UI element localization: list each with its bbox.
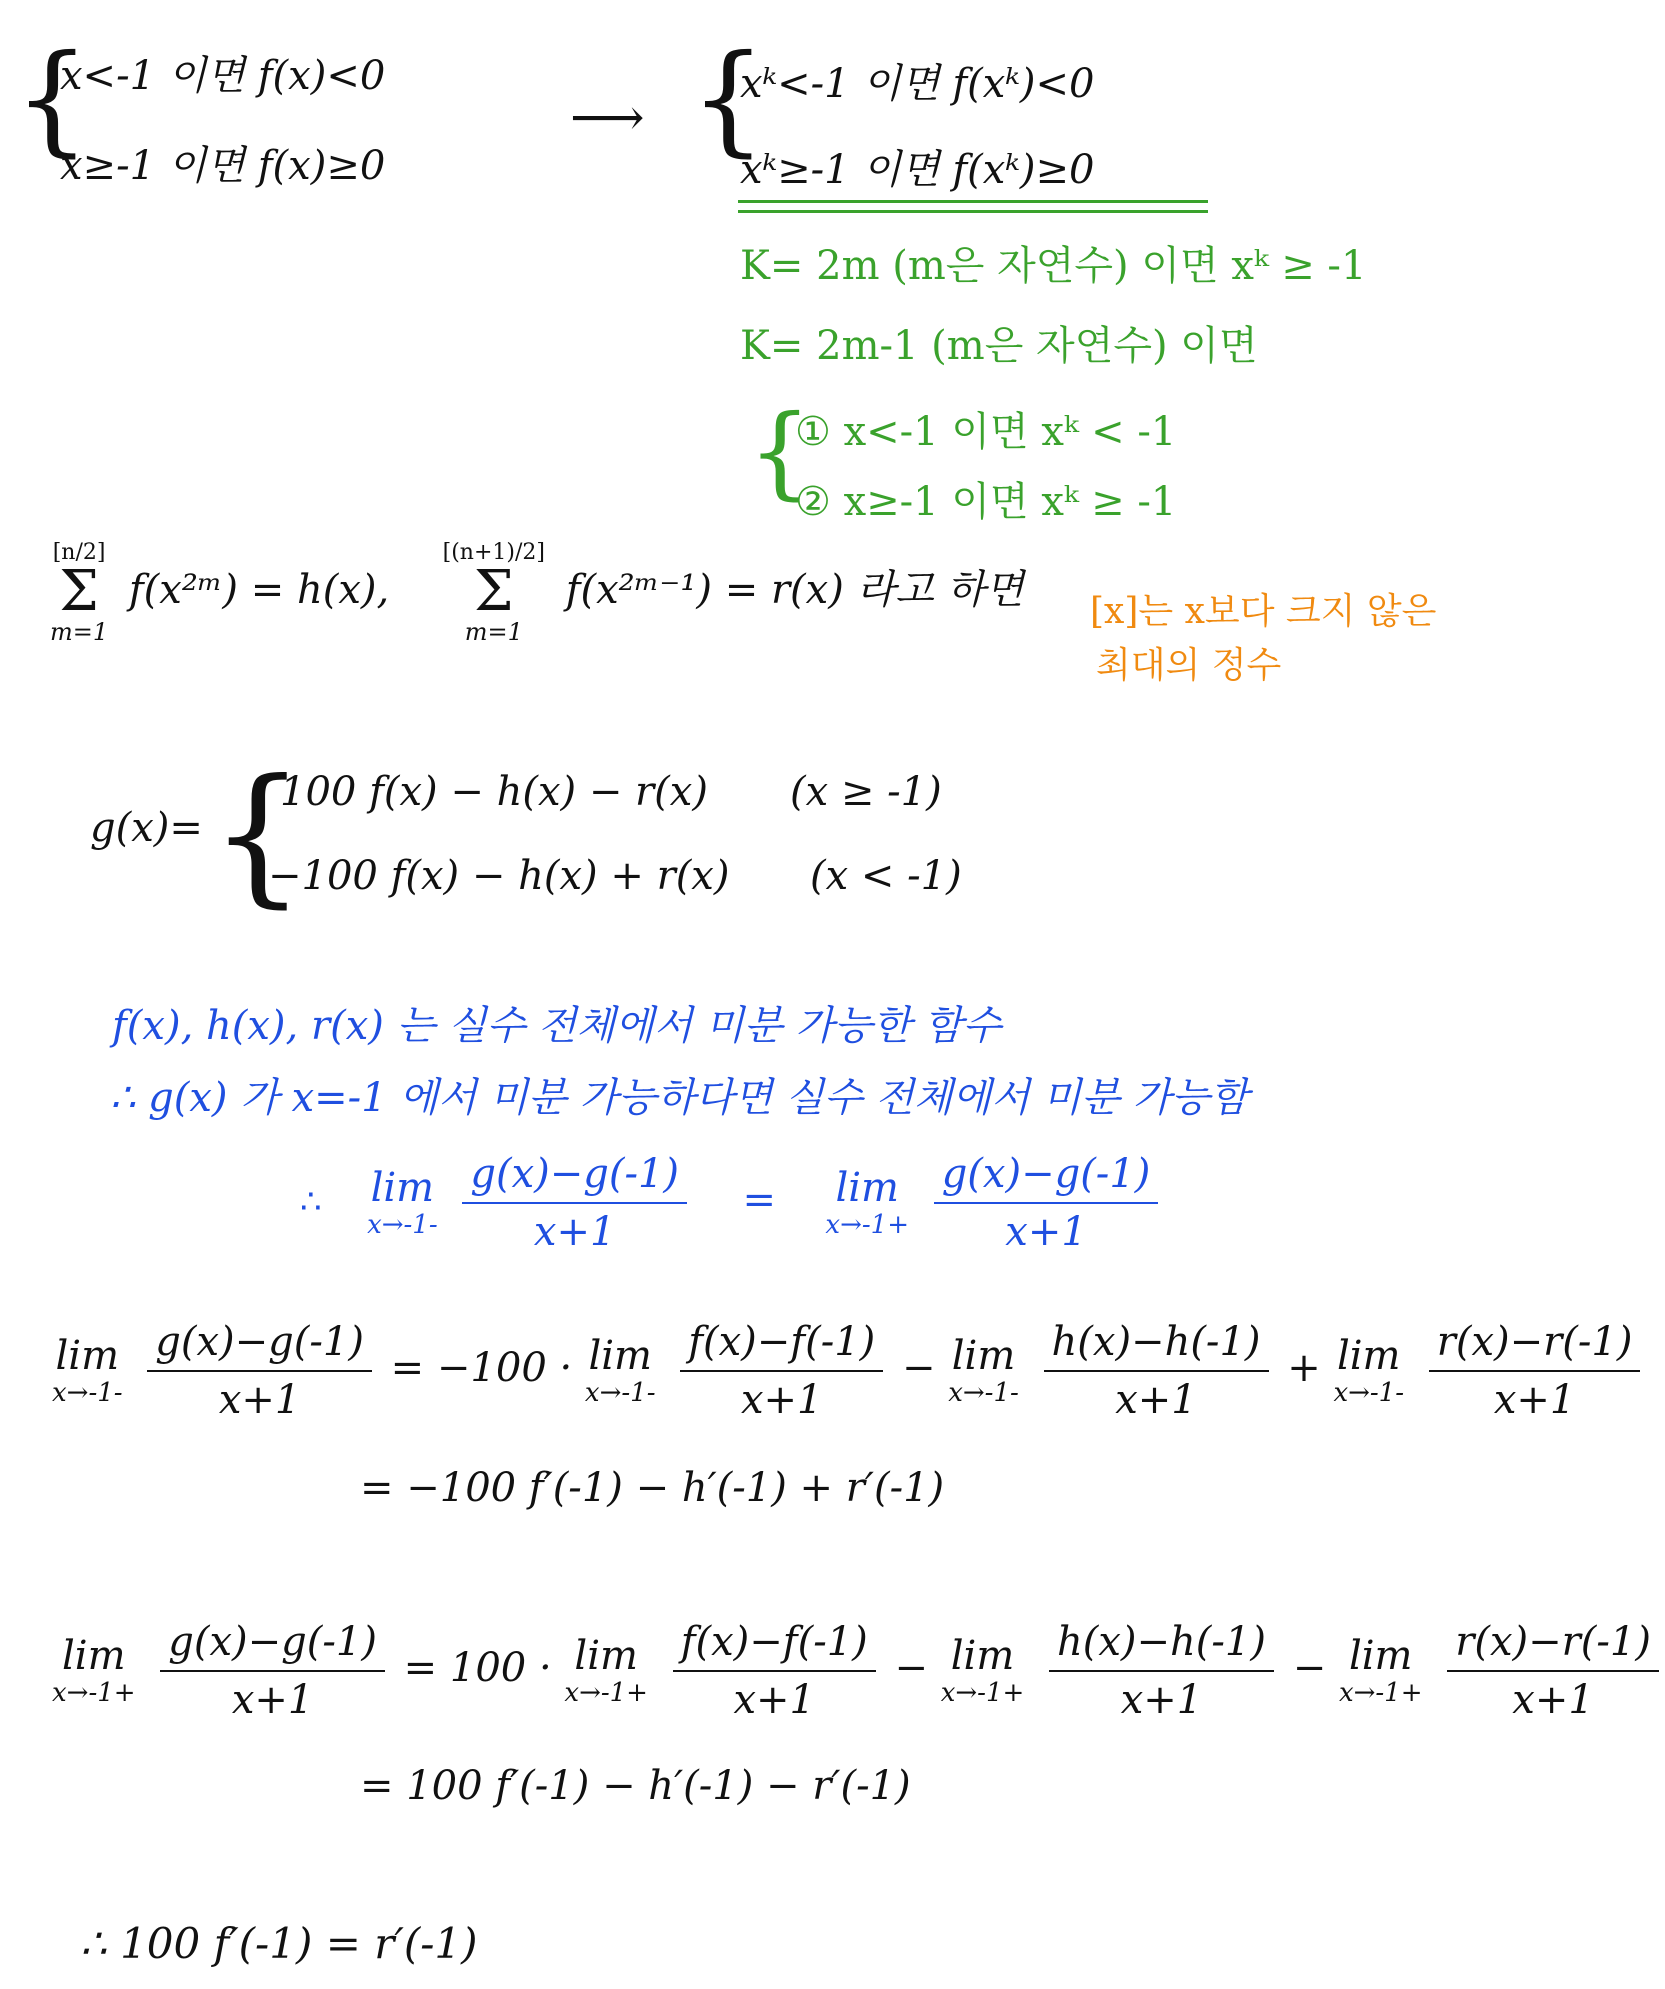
therefore-icon: ∴: [300, 1182, 322, 1222]
coefficient: = −100 ·: [390, 1345, 573, 1391]
right-case-1: xᵏ<-1 이면 f(xᵏ)<0: [740, 61, 1095, 107]
lim-block: [1339, 1634, 1423, 1708]
lim-subscript: x→-1+: [564, 1678, 648, 1708]
frac-r: [1429, 1318, 1641, 1424]
frac-denominator: x+1: [231, 1677, 314, 1723]
left-case-2: x≥-1 이면 f(x)≥0: [60, 143, 386, 189]
frac-denominator: x+1: [533, 1209, 616, 1255]
right-limit-row: [52, 1618, 1665, 1724]
frac-denominator: x+1: [1512, 1677, 1594, 1723]
frac-f: [673, 1618, 876, 1724]
frac-denominator: x+1: [1005, 1209, 1087, 1255]
frac-g: [147, 1318, 372, 1424]
sum-2-upper: [(n+1)/2]: [442, 540, 545, 565]
frac-f: [680, 1318, 883, 1424]
lim-block: [52, 1334, 123, 1408]
lim-label: lim: [951, 1333, 1016, 1379]
plus-sign: +: [1287, 1345, 1321, 1391]
lim-label: lim: [55, 1333, 120, 1379]
frac-numerator: g(x)−g(-1): [934, 1150, 1159, 1204]
lim-subscript: x→-1-: [52, 1378, 123, 1408]
left-brace: {: [14, 30, 91, 169]
frac-h: [1049, 1618, 1274, 1724]
left-limit-result: = −100 f′(-1) − h′(-1) + r′(-1): [360, 1465, 945, 1511]
lim-block: [1333, 1334, 1404, 1408]
frac-r: [1447, 1618, 1659, 1724]
frac-g: [160, 1618, 385, 1724]
lim-subscript: x→-1-: [948, 1378, 1019, 1408]
sum-row: [50, 540, 1024, 646]
lim-subscript: x→-1-: [367, 1210, 438, 1240]
left-limit-row: [52, 1318, 1646, 1424]
sigma-icon: Σ: [59, 559, 99, 624]
lim-label: lim: [950, 1633, 1015, 1679]
frac-denominator: x+1: [218, 1377, 301, 1423]
lim-subscript: x→-1+: [825, 1210, 909, 1240]
frac-numerator: r(x)−r(-1): [1447, 1618, 1659, 1672]
frac-numerator: g(x)−g(-1): [160, 1618, 385, 1672]
frac-numerator: h(x)−h(-1): [1044, 1318, 1269, 1372]
sum-2: [443, 540, 545, 646]
frac-denominator: x+1: [1120, 1677, 1203, 1723]
sigma-icon: Σ: [474, 559, 514, 624]
lim-subscript: x→-1+: [1338, 1678, 1423, 1708]
right-limit-result: = 100 f′(-1) − h′(-1) − r′(-1): [360, 1763, 911, 1809]
g-cond-1: (x ≥ -1): [790, 769, 942, 815]
frac-denominator: x+1: [1493, 1377, 1576, 1423]
frac-numerator: g(x)−g(-1): [462, 1150, 687, 1204]
lim-label: lim: [1348, 1633, 1413, 1679]
frac-denominator: x+1: [1115, 1377, 1197, 1423]
blue-line-1: f(x), h(x), r(x) 는 실수 전체에서 미분 가능한 함수: [112, 1003, 1002, 1049]
frac-h: [1044, 1318, 1269, 1424]
left-case-1: x<-1 이면 f(x)<0: [60, 53, 386, 99]
blue-line-2: ∴ g(x) 가 x=-1 에서 미분 가능하다면 실수 전체에서 미분 가능함: [110, 1075, 1249, 1121]
green-brace: {: [748, 393, 812, 510]
g-cond-2: (x < -1): [810, 853, 962, 899]
g-case-2: −100 f(x) − h(x) + r(x): [268, 853, 730, 899]
lim-subscript: x→-1-: [1333, 1378, 1405, 1408]
final-conclusion: ∴ 100 f′(-1) = r′(-1): [80, 1919, 478, 1968]
blue-lim-left: [367, 1166, 438, 1240]
minus-sign: −: [1292, 1645, 1327, 1691]
green-line-1: K= 2m (m은 자연수) 이면 xᵏ ≥ -1: [740, 243, 1367, 289]
minus-sign: −: [902, 1345, 936, 1391]
lim-label: lim: [588, 1333, 652, 1379]
frac-denominator: x+1: [733, 1677, 815, 1723]
lim-label: lim: [1336, 1333, 1401, 1379]
double-underline-top: [738, 200, 1208, 203]
blue-frac-left: [462, 1150, 687, 1256]
sum-1-upper: [n/2]: [52, 540, 106, 565]
lim-subscript: x→-1+: [940, 1678, 1025, 1708]
frac-numerator: r(x)−r(-1): [1429, 1318, 1641, 1372]
floor-note-1: [x]는 x보다 크지 않은: [1090, 591, 1437, 632]
minus-sign: −: [894, 1645, 928, 1691]
sum-2-lower: m=1: [464, 618, 523, 646]
g-label: g(x)=: [90, 805, 203, 851]
lim-label: lim: [62, 1633, 126, 1679]
lim-label: lim: [835, 1165, 899, 1211]
floor-note-2: 최대의 정수: [1096, 645, 1282, 686]
blue-frac-right: [934, 1150, 1159, 1256]
right-brace: {: [690, 30, 767, 169]
arrow-icon: ⟶: [570, 88, 645, 148]
sum-1-lower: m=1: [50, 618, 109, 646]
right-case-2: xᵏ≥-1 이면 f(xᵏ)≥0: [740, 147, 1095, 193]
lim-subscript: x→-1-: [584, 1378, 656, 1408]
sum-1: [50, 540, 108, 646]
frac-numerator: f(x)−f(-1): [673, 1618, 876, 1672]
frac-numerator: f(x)−f(-1): [680, 1318, 883, 1372]
g-brace: {: [210, 748, 306, 922]
frac-numerator: g(x)−g(-1): [147, 1318, 372, 1372]
equals-sign: =: [742, 1177, 776, 1223]
lim-label: lim: [574, 1633, 638, 1679]
blue-lim-right: [825, 1166, 909, 1240]
green-case-2: ② x≥-1 이면 xᵏ ≥ -1: [795, 479, 1177, 525]
green-case-1: ① x<-1 이면 xᵏ < -1: [795, 409, 1177, 455]
lim-block: [564, 1634, 648, 1708]
double-underline-bottom: [738, 210, 1208, 213]
coefficient: = 100 ·: [403, 1645, 552, 1691]
lim-subscript: x→-1+: [52, 1678, 136, 1708]
green-line-2: K= 2m-1 (m은 자연수) 이면: [740, 323, 1258, 369]
g-case-1: 100 f(x) − h(x) − r(x): [280, 769, 708, 815]
sum-2-body: f(x²ᵐ⁻¹) = r(x) 라고 하면: [565, 567, 1024, 613]
lim-block: [941, 1634, 1025, 1708]
frac-numerator: h(x)−h(-1): [1049, 1618, 1274, 1672]
lim-label: lim: [370, 1165, 435, 1211]
frac-denominator: x+1: [740, 1377, 823, 1423]
lim-block: [948, 1334, 1019, 1408]
blue-limit-equation: [300, 1150, 1164, 1256]
sum-1-body: f(x²ᵐ) = h(x),: [128, 567, 390, 613]
lim-block: [52, 1634, 136, 1708]
lim-block: [585, 1334, 656, 1408]
